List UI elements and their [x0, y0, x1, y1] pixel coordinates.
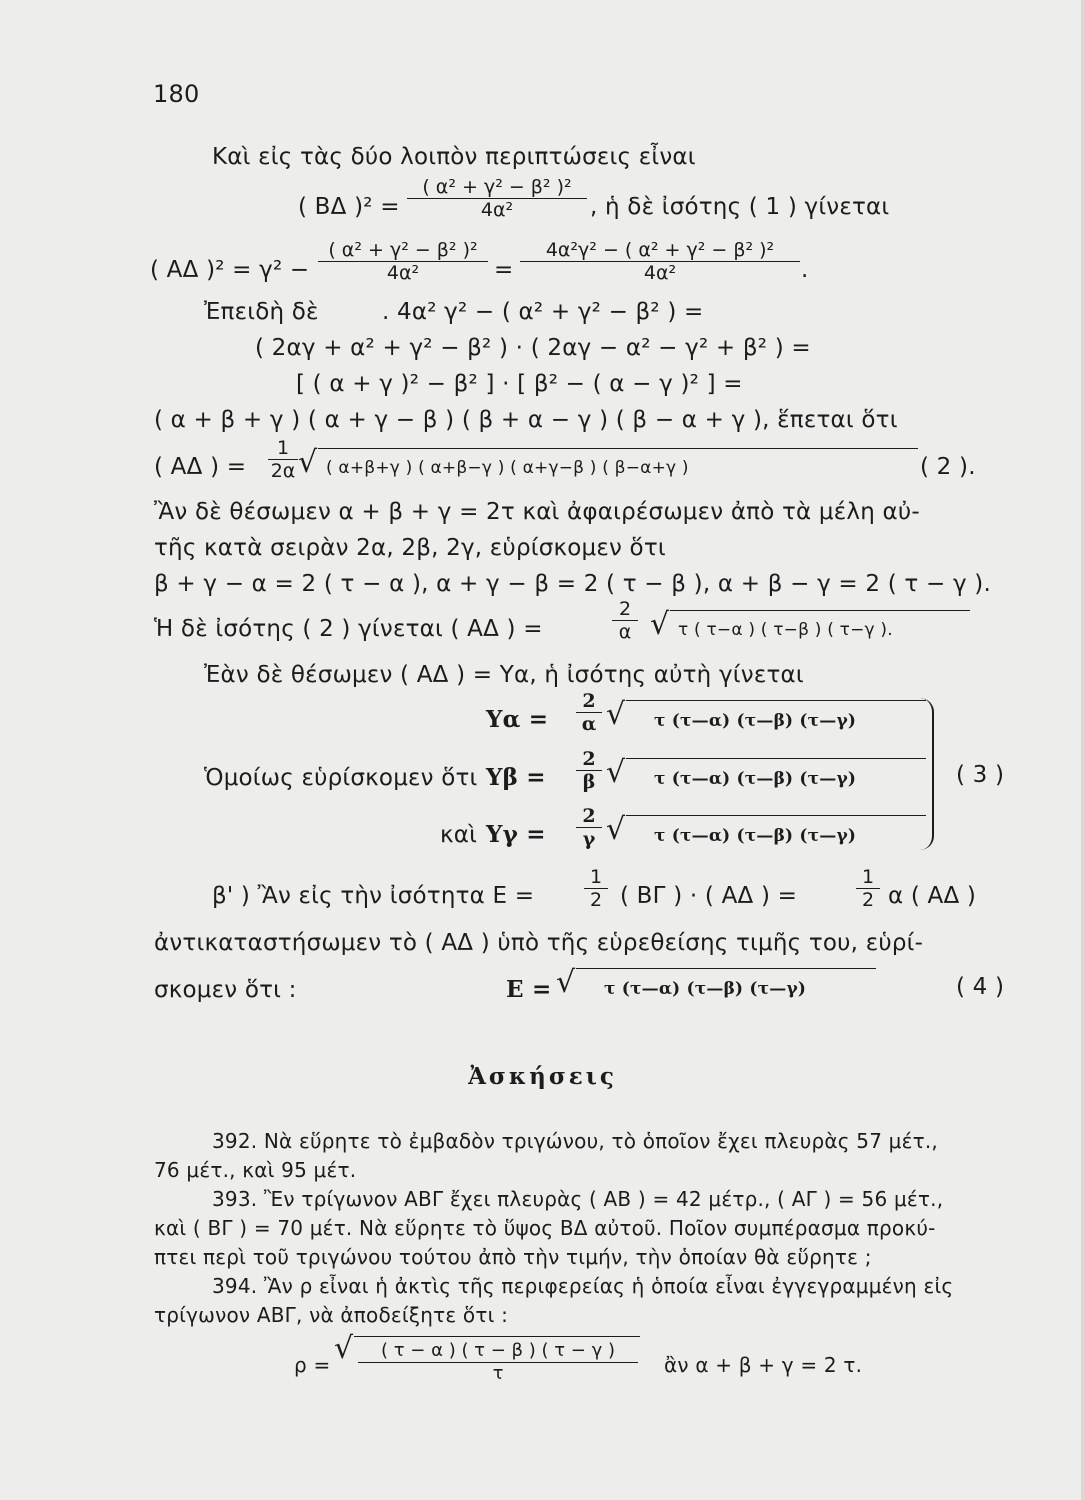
eq4-lhs: Ε = [506, 976, 552, 1003]
height-c-radical-bar [626, 815, 926, 816]
height-b-radical-sign: √ [606, 755, 626, 790]
ex392-line-2: 76 μέτ., καὶ 95 μέτ. [154, 1158, 357, 1182]
height-c-fraction [576, 805, 602, 850]
height-b-radical-bar [626, 758, 926, 759]
ex393-line-3: πτει περὶ τοῦ τριγώνου τούτου ἀπὸ τὴν τιμήν, τὴν ὁποίαν θὰ εὕρητε ; [154, 1245, 872, 1269]
eq2b-fraction [612, 598, 638, 643]
page-edge [1081, 0, 1085, 1500]
area-f2-den: 2 [861, 889, 875, 911]
height-a-radical-sign: √ [606, 697, 626, 732]
factor-line-3: ( α + β + γ ) ( α + γ − β ) ( β + α − γ ) ( β − α + γ ), ἕπεται ὅτι [154, 407, 898, 433]
height-a-radicand: τ (τ—α) (τ—β) (τ—γ) [654, 711, 857, 731]
eq2-num: 1 [276, 437, 290, 459]
height-b-prefix: Ὁμοίως εὑρίσκομεν ὅτι [204, 765, 478, 791]
eq2-radical-sign: √ [298, 445, 318, 480]
area-fraction-1 [584, 866, 608, 911]
eq4-prefix: σκομεν ὅτι : [154, 977, 297, 1003]
ex394-line-1: 394. Ἂν ρ εἶναι ἡ ἀκτὶς τῆς περιφερείας ἡ ὁποία εἶναι ἐγγεγραμμένη εἰς [212, 1274, 954, 1298]
factor-line-2: [ ( α + γ )² − β² ] · [ β² − ( α − γ )² ] = [296, 371, 743, 397]
height-b-fraction [576, 748, 602, 793]
ad-fraction-1 [318, 239, 488, 284]
area-f2-num: 1 [861, 866, 875, 888]
ex394-line-2: τρίγωνον ΑΒΓ, νὰ ἀποδείξητε ὅτι : [154, 1303, 509, 1327]
eq2b-den: α [618, 621, 632, 643]
height-c-num: 2 [582, 805, 596, 827]
eq2b-text: Ἡ δὲ ἰσότης ( 2 ) γίνεται ( ΑΔ ) = [154, 616, 543, 642]
height-b-radicand: τ (τ—α) (τ—β) (τ—γ) [654, 769, 857, 789]
eq2-label: ( 2 ). [920, 454, 976, 480]
eq4-lhs-wrap [506, 975, 551, 1005]
height-c-radical-sign: √ [606, 812, 626, 847]
set-y-line: Ἐὰν δὲ θέσωμεν ( ΑΔ ) = Υα, ἡ ἰσότης αὐτὴ γίνεται [204, 662, 804, 688]
eq2-den: 2α [270, 460, 296, 482]
intro-line: Καὶ εἰς τὰς δύο λοιπὸν περιπτώσεις εἶναι [212, 144, 696, 170]
ex393-line-1: 393. Ἒν τρίγωνον ΑΒΓ ἔχει πλευρὰς ( ΑΒ ) = 42 μέτρ., ( ΑΓ ) = 56 μέτ., [212, 1187, 944, 1211]
bd-numerator: ( α² + γ² − β² )² [422, 176, 572, 198]
area-fraction-2 [856, 866, 880, 911]
ex394-num: ( τ − α ) ( τ − β ) ( τ − γ ) [381, 1340, 615, 1361]
height-a-radical-bar [626, 700, 926, 701]
eq2-fraction [268, 437, 298, 482]
ex394-radical-sign: √ [334, 1331, 354, 1366]
height-c-prefix: καὶ [440, 822, 478, 848]
ex394-condition: ἂν α + β + γ = 2 τ. [664, 1353, 863, 1377]
area-f1-num: 1 [589, 866, 603, 888]
eq2b-radical-bar [670, 610, 970, 611]
ex393-line-2: καὶ ( ΒΓ ) = 70 μέτ. Νὰ εὕρητε τὸ ὕψος ΒΔ αὐτοῦ. Ποῖον συμπέρασμα προκύ- [154, 1216, 936, 1240]
eq2b-num: 2 [618, 598, 632, 620]
epeide-expr: . 4α² γ² − ( α² + γ² − β² ) = [382, 299, 704, 325]
bd-lhs: ( ΒΔ )² = [298, 194, 400, 220]
bd-tail: , ἡ δὲ ἰσότης ( 1 ) γίνεται [590, 194, 890, 220]
height-a-fraction [576, 690, 602, 735]
ad-frac2-den: 4α² [643, 262, 677, 284]
height-b-lhs [486, 763, 546, 793]
height-c-radicand: τ (τ—α) (τ—β) (τ—γ) [654, 826, 857, 846]
ad-equals: = [494, 257, 514, 283]
height-b-num: 2 [582, 748, 596, 770]
height-c-den: γ [582, 828, 596, 850]
area-end: α ( ΑΔ ) [888, 883, 977, 909]
height-a-lhs [486, 705, 548, 735]
eq2-radical-bar [318, 448, 918, 449]
height-a-den: α [581, 713, 597, 735]
eq2-radicand: ( α+β+γ ) ( α+β−γ ) ( α+γ−β ) ( β−α+γ ) [326, 458, 689, 478]
ad-frac1-den: 4α² [386, 262, 420, 284]
eq2b-radical-sign: √ [650, 607, 670, 642]
ex394-fraction [358, 1340, 638, 1385]
eq2-lhs: ( ΑΔ ) = [154, 454, 247, 480]
substitution-line: β + γ − α = 2 ( τ − α ), α + γ − β = 2 ( τ − β ), α + β − γ = 2 ( τ − γ ). [154, 571, 991, 597]
para-set-1: Ἂν δὲ θέσωμεν α + β + γ = 2τ καὶ ἀφαιρέσωμεν ἀπὸ τὰ μέλη αὐ- [154, 499, 920, 525]
height-b-den: β [582, 771, 596, 793]
ex392-line-1: 392. Νὰ εὕρητε τὸ ἐμβαδὸν τριγώνου, τὸ ὁποῖον ἔχει πλευρὰς 57 μέτ., [212, 1129, 938, 1153]
factor-line-1: ( 2αγ + α² + γ² − β² ) · ( 2αγ − α² − γ² + β² ) = [255, 335, 811, 361]
bd-denominator: 4α² [480, 199, 514, 221]
area-mid: ( ΒΓ ) · ( ΑΔ ) = [620, 883, 798, 909]
height-a-num: 2 [582, 690, 596, 712]
para-set-2: τῆς κατὰ σειρὰν 2α, 2β, 2γ, εὑρίσκομεν ὅτι [154, 535, 666, 561]
ad-frac1-num: ( α² + γ² − β² )² [328, 239, 478, 261]
eq2b-radicand: τ ( τ−α ) ( τ−β ) ( τ−γ ). [678, 620, 893, 640]
eq3-brace [918, 698, 934, 850]
ad-fraction-2 [520, 239, 800, 284]
area-start: β' ) Ἂν εἰς τὴν ἰσότητα Ε = [212, 883, 535, 909]
ex394-radical-bar [354, 1336, 640, 1337]
exercises-heading: Ἀσκήσεις [468, 1063, 617, 1090]
height-c-label: Υγ = [486, 821, 546, 848]
epeide-label: Ἐπειδὴ δὲ [204, 299, 319, 325]
height-c-lhs [486, 820, 546, 850]
ad-period: . [801, 257, 809, 283]
page-number: 180 [153, 80, 200, 108]
height-a-label: Υα = [486, 706, 549, 733]
ex394-lhs: ρ = [294, 1353, 331, 1377]
area-f1-den: 2 [589, 889, 603, 911]
ex394-den: τ [492, 1363, 504, 1384]
bd-fraction [407, 176, 587, 221]
eq4-label: ( 4 ) [956, 974, 1005, 1000]
height-b-label: Υβ = [486, 764, 546, 791]
ad-lhs: ( ΑΔ )² = γ² − [150, 257, 310, 283]
eq3-label: ( 3 ) [956, 762, 1005, 788]
eq4-radical-sign: √ [556, 965, 576, 1000]
eq4-radicand: τ (τ—α) (τ—β) (τ—γ) [604, 979, 807, 999]
ad-frac2-num: 4α²γ² − ( α² + γ² − β² )² [545, 239, 775, 261]
area-line-2: ἀντικαταστήσωμεν τὸ ( ΑΔ ) ὑπὸ τῆς εὑρεθείσης τιμῆς του, εὑρί- [154, 930, 924, 956]
eq4-radical-bar [576, 968, 876, 969]
